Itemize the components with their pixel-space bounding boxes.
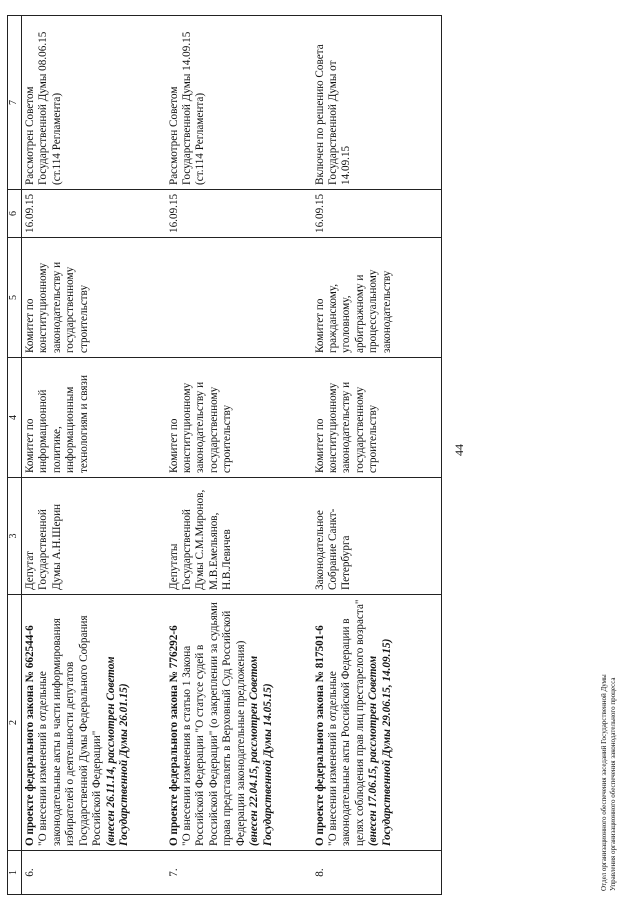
- row-number: 6.: [22, 851, 166, 895]
- initiator: Депутат Государственной Думы А.Н.Шерин: [22, 478, 166, 595]
- table-row: [22, 16, 166, 895]
- col-header-6: 6: [8, 190, 22, 238]
- co-committee: [166, 238, 312, 358]
- responsible-committee: Комитет по конституционному законодательству и государственному строительству: [166, 358, 312, 478]
- bill-cell: [312, 595, 442, 851]
- date: 16.09.15: [312, 190, 442, 238]
- initiator: Депутаты Государственной Думы С.М.Миронов, М.В.Емельянов, Н.В.Левичев: [166, 478, 312, 595]
- bill-note: (внесен 17.06.15, рассмотрен Советом Государственной Думы 29.06.15, 14.09.15): [367, 638, 393, 846]
- bill-cell: [22, 595, 166, 851]
- co-committee: Комитет по гражданскому, уголовному, арбитражному и процессуальному законодательству: [312, 238, 442, 358]
- bill-title: "О внесении изменений в отдельные законодательные акты в части информирования избирателей о деятельности депутатов Государственной Думы Федерального Собрания Российской Федерации": [37, 615, 104, 846]
- responsible-committee: Комитет по информационной политике, информационным технологиям и связи: [22, 358, 166, 478]
- col-header-7: 7: [8, 16, 22, 190]
- table-row: [166, 16, 312, 895]
- column-number-row: [8, 16, 22, 895]
- responsible-committee: Комитет по конституционному законодательству и государственному строительству: [312, 358, 442, 478]
- row-number: 8.: [312, 851, 442, 895]
- col-header-4: 4: [8, 358, 22, 478]
- page-number: 44: [452, 444, 466, 456]
- bill-note: (внесен 26.11.14, рассмотрен Советом Государственной Думы 26.01.15): [104, 656, 131, 846]
- row-number: 7.: [166, 851, 312, 895]
- col-header-1: 1: [8, 851, 22, 895]
- initiator: Законодательное Собрание Санкт-Петербурга: [312, 478, 442, 595]
- col-header-2: 2: [8, 595, 22, 851]
- status: Включен по решению Совета Государственной Думы от 14.09.15: [312, 16, 442, 190]
- footer-line-2: Управления организационного обеспечения законодательного процесса: [608, 677, 617, 891]
- col-header-5: 5: [8, 238, 22, 358]
- bills-table: [7, 15, 442, 895]
- bill-header: О проекте федерального закона № 662544-6: [24, 625, 36, 846]
- date: 16.09.15: [22, 190, 166, 238]
- bill-note: (внесен 22.04.15, рассмотрен Советом Государственной Думы 14.05.15): [248, 655, 274, 846]
- col-header-3: 3: [8, 478, 22, 595]
- bill-title: "О внесении изменения в статью 1 Закона Российской Федерации "О статусе судей в Российской Федерации" (о закреплении за судьями права представлять в Верховный Суд Российской Федерации законодательные предложения): [180, 602, 247, 846]
- bill-header: О проекте федерального закона № 776292-6: [167, 625, 180, 846]
- date: 16.09.15: [166, 190, 312, 238]
- bill-header: О проекте федерального закона № 817501-6: [313, 625, 326, 846]
- bill-title: "О внесении изменений в отдельные законодательные акты Российской Федерации в целях соблюдения прав лиц престарелого возраста": [326, 599, 366, 846]
- bill-cell: [166, 595, 312, 851]
- co-committee: Комитет по конституционному законодательству и государственному строительству: [22, 238, 166, 358]
- table-row: [312, 16, 442, 895]
- status: Рассмотрен Советом Государственной Думы 14.09.15 (ст.114 Регламента): [166, 16, 312, 190]
- status: Рассмотрен Советом Государственной Думы 08.06.15 (ст.114 Регламента): [22, 16, 166, 190]
- footer: [600, 591, 618, 891]
- footer-line-1: Отдел организационного обеспечения заседаний Государственной Думы: [600, 674, 608, 891]
